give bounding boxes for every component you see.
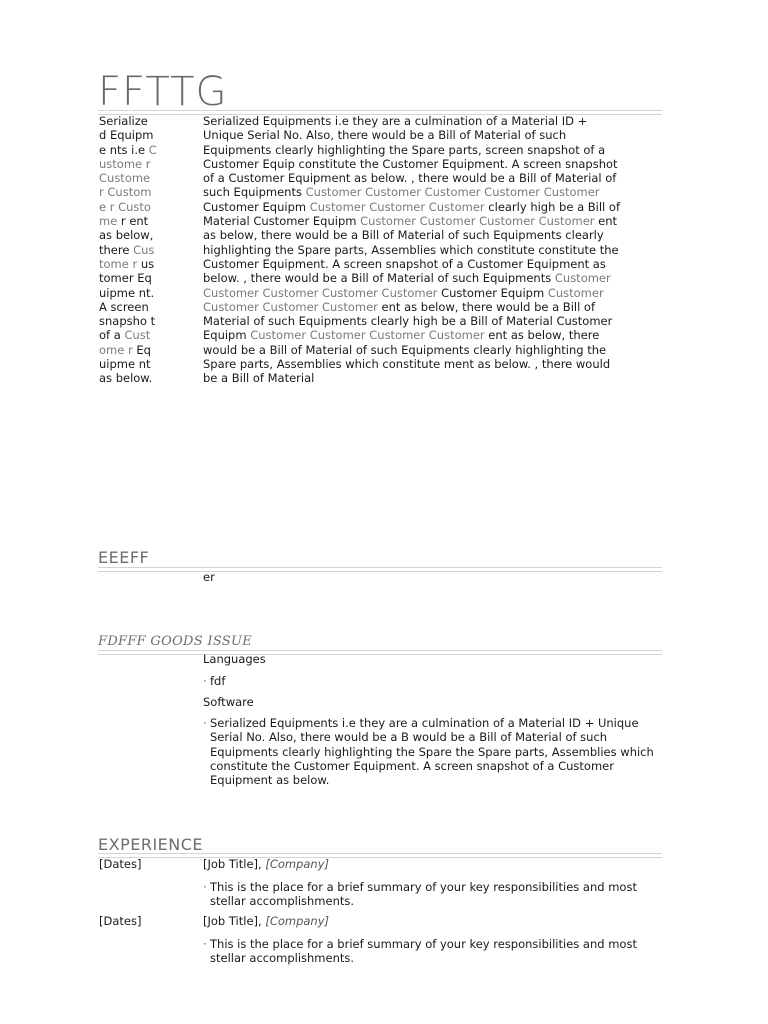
intro-left-seg-1: Custome r Custome r Custome r Custome bbox=[99, 142, 157, 229]
intro-right-seg-12: ent as below, there would be a Bill of Material of such Equipments clearly highlighting the Spare parts, Assemblies which constitute ment as below. , there would be a Bill of Material bbox=[203, 328, 611, 386]
company-name: [Company] bbox=[265, 857, 330, 871]
job-title: [Job Title], bbox=[203, 914, 262, 928]
languages-label: Languages bbox=[203, 652, 266, 666]
bullet-icon: · bbox=[203, 716, 207, 730]
intro-left-column bbox=[99, 114, 157, 386]
entry-summary-text: This is the place for a brief summary of your key responsibilities and most stellar accomplishments. bbox=[210, 880, 637, 909]
entry-dates: [Dates] bbox=[99, 914, 142, 928]
intro-right-seg-8: Customer Equipm bbox=[437, 285, 548, 300]
languages-item-text: fdf bbox=[210, 674, 226, 688]
section-heading-goods-issue: FDFFF GOODS ISSUE bbox=[98, 634, 253, 649]
eeeff-text: er bbox=[203, 570, 215, 584]
intro-right-seg-11: Customer Customer Customer Customer bbox=[250, 328, 485, 343]
intro-right-seg-4: clearly high be a Bill of Material Customer Equipm bbox=[203, 199, 620, 229]
goods-issue-divider bbox=[98, 650, 662, 655]
bullet-icon: · bbox=[203, 937, 207, 951]
intro-right-seg-2: Customer Equipm bbox=[203, 199, 310, 214]
intro-right-seg-7: Customer Customer Customer Customer Customer bbox=[203, 271, 611, 300]
software-label: Software bbox=[203, 695, 254, 709]
intro-left-seg-0: Serialize d Equipme nts i.e bbox=[99, 114, 154, 157]
entry-summary bbox=[203, 937, 663, 966]
intro-left-seg-5: Custome r bbox=[99, 328, 151, 357]
intro-right-seg-3: Customer Customer Customer bbox=[309, 199, 485, 214]
company-name: [Company] bbox=[265, 914, 330, 928]
entry-dates: [Dates] bbox=[99, 857, 142, 871]
entry-summary bbox=[203, 880, 663, 909]
intro-right-column bbox=[203, 114, 623, 386]
section-heading-experience: EXPERIENCE bbox=[98, 835, 204, 854]
intro-right-seg-6: ent as below, there would be a Bill of Material of such Equipments clearly highlighting the Spare parts, Assemblies which constitute constitute the Customer Equipment. A screen snapshot of a Customer Equipment as below. , there would be a Bill of Material of such Equipments bbox=[203, 214, 619, 286]
job-title: [Job Title], bbox=[203, 857, 262, 871]
intro-left-seg-4: ustomer Equipme nt. A screen snapsho t of a bbox=[99, 256, 156, 343]
intro-right-seg-5: Customer Customer Customer Customer bbox=[360, 214, 595, 229]
languages-item bbox=[203, 674, 663, 688]
bullet-icon: · bbox=[203, 674, 207, 688]
eeeff-divider bbox=[98, 567, 662, 572]
intro-left-seg-6: Equipme nt as below. bbox=[99, 342, 153, 386]
software-item bbox=[203, 716, 663, 787]
entry-heading bbox=[203, 914, 329, 928]
section-heading-eeeff: EEEFF bbox=[98, 548, 150, 567]
intro-left-seg-2: r ent as below, there bbox=[99, 214, 154, 257]
intro-right-seg-10: ent as below, there would be a Bill of Material of such Equipments clearly high be a Bill of Material Customer Equipm bbox=[203, 299, 613, 343]
bullet-icon: · bbox=[203, 880, 207, 894]
intro-right-seg-9: Customer Customer Customer Customer bbox=[203, 285, 604, 314]
intro-right-seg-1: Customer Customer Customer Customer Customer bbox=[305, 185, 600, 200]
entry-summary-text: This is the place for a brief summary of your key responsibilities and most stellar accomplishments. bbox=[210, 937, 637, 966]
entry-heading bbox=[203, 857, 329, 871]
intro-left-seg-3: Custome r bbox=[99, 242, 155, 271]
intro-right-seg-0: Serialized Equipments i.e they are a culmination of a Material ID + Unique Serial No. Also, there would be a Bill of Material of such Equipments clearly highlighting the Spare parts, screen snapshot of a Customer Equip constitute the Customer Equipment. A screen snapshot of a Customer Equipment as below. , there would be a Bill of Material of such Equipments bbox=[203, 114, 618, 200]
document-title: FFTTG bbox=[98, 69, 228, 115]
experience-divider bbox=[98, 853, 662, 858]
software-item-text: Serialized Equipments i.e they are a culmination of a Material ID + Unique Serial No. Also, there would be a B would be a Bill of Material of such Equipments clearly highlighting the Spare the Spare parts, Assemblies which constitute the Customer Equipment. A screen snapshot of a Customer Equipment as below. bbox=[210, 716, 654, 788]
